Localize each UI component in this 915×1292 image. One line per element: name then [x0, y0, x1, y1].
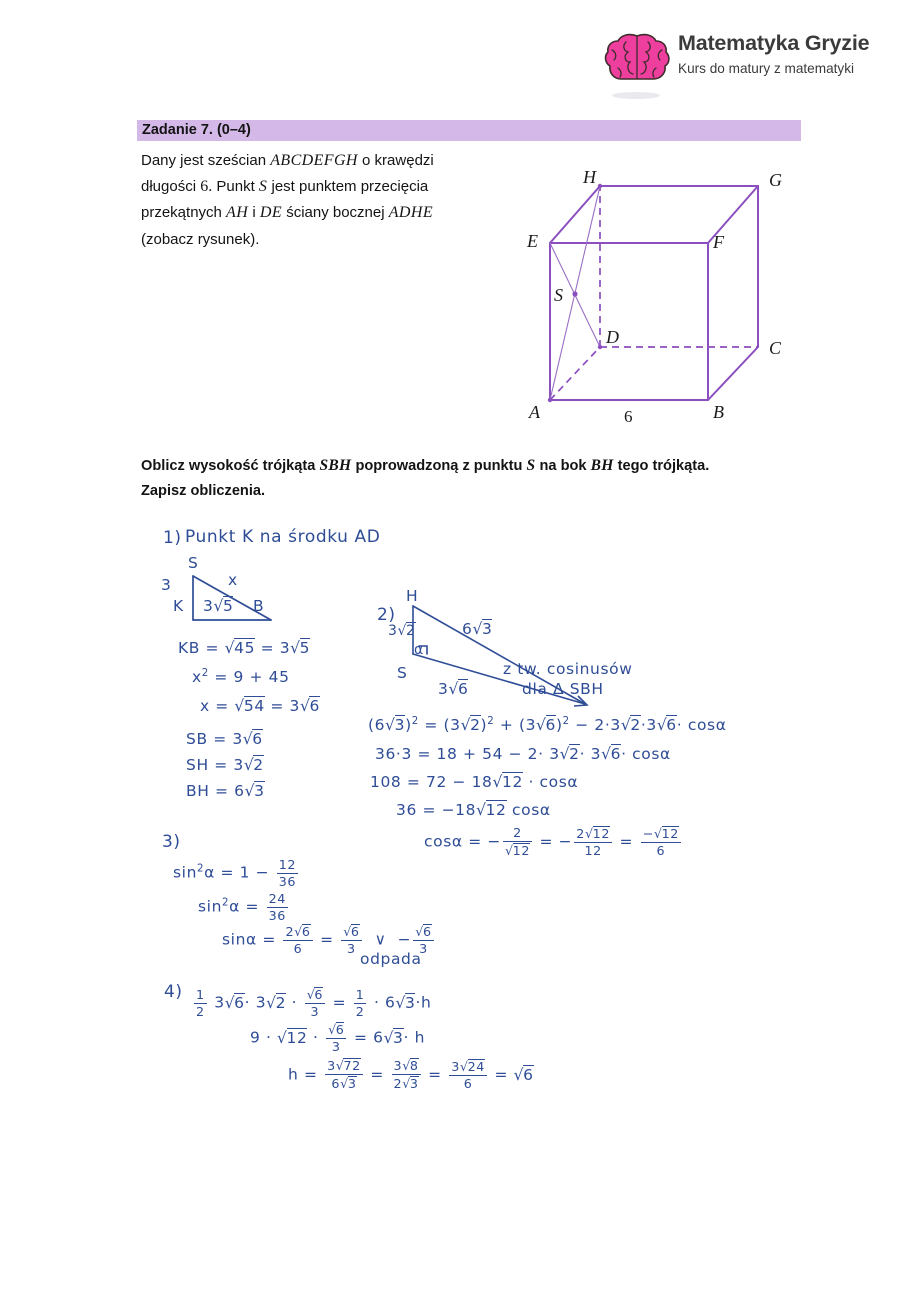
step1-line-sb: SB = 3√6 [186, 730, 263, 748]
vertex-label-d: D [606, 327, 619, 347]
step2-line-1: $(6√3)^2 = (3√2)^2 + (3√6)^2 - 2\cdot 3√2\cdot 3√6\cdot \cos\alpha$ [368, 715, 727, 734]
math-adhe: ADHE [388, 204, 434, 222]
math-de: DE [259, 204, 283, 222]
step2-triangle-sketch [395, 592, 600, 717]
step2-note-line1: z tw. cosinusów [503, 660, 633, 678]
edge-length-value: 6. [200, 178, 213, 196]
task-banner [137, 120, 801, 141]
step1-side-hyp: x [228, 571, 238, 589]
statement-text: Punkt [216, 178, 255, 196]
math-s: S [258, 178, 268, 196]
statement-text: ściany bocznej [286, 204, 385, 222]
step1-line-sh: SH = 3√2 [186, 756, 264, 774]
step1-number: 1) [163, 528, 182, 548]
problem-statement [141, 148, 501, 253]
step2-line-2: 36·3 = 18 + 54 − 2· 3√2· 3√6· cosα [375, 745, 671, 763]
step1-line-x: x = √54 = 3√6 [200, 697, 320, 715]
statement-text: Dany jest sześcian [141, 152, 267, 169]
instruction-line-2: Zapisz obliczenia. [141, 483, 266, 499]
step3-note-odpada: odpada [360, 950, 422, 968]
vertex-label-c: C [769, 338, 782, 358]
step3-line-3: sinα = $\frac{2√6}{6}$ = $\frac{√6}{3}$ ∨ − $\frac{√6}{3}$ [222, 924, 432, 956]
instruction-text: na bok [539, 458, 587, 474]
step1-line-bh: BH = 6√3 [186, 782, 265, 800]
vertex-label-a: A [529, 402, 540, 422]
statement-line-2 [141, 174, 501, 200]
brand-subtitle: Kurs do matury z matematyki [678, 61, 855, 76]
step2-side-hb: 6√3 [462, 620, 493, 638]
step2-side-sh: 3√2 [388, 623, 416, 639]
brand-header [604, 30, 904, 104]
logo-shadow [612, 92, 660, 99]
point-s-marker [572, 291, 577, 296]
vertex-label-h: H [583, 167, 596, 187]
instruction-text: poprowadzoną z punktu [355, 458, 523, 474]
step1-side-base: 3√5 [203, 597, 234, 615]
statement-line-1 [141, 148, 501, 174]
step2-line-5: cosα = − $\frac{2}{√12}$ = − $\frac{2√12}{12}$ = $\frac{-√12}{6}$ [424, 825, 679, 858]
statement-text: przekątnych [141, 204, 222, 222]
vertex-label-b: B [713, 402, 724, 422]
handwritten-solution [0, 510, 915, 1110]
step1-heading: Punkt K na środku AD [185, 527, 381, 547]
math-s-point: S [526, 457, 536, 474]
statement-text: długości [141, 178, 197, 196]
step2-angle-alpha: α [414, 642, 424, 658]
vertex-label-e: E [527, 231, 538, 251]
step2-number: 2) [377, 605, 396, 625]
step2-vertex-h: H [406, 587, 419, 605]
statement-text: jest punktem przecięcia [271, 178, 429, 196]
statement-text: o krawędzi [362, 152, 434, 169]
math-ah: AH [226, 204, 249, 222]
step1-vertex-s: S [188, 554, 199, 572]
statement-line-3 [141, 200, 501, 226]
instruction-text: Oblicz wysokość trójkąta [141, 458, 316, 474]
step3-number: 3) [162, 832, 181, 852]
task-number-label: Zadanie 7. (0–4) [142, 122, 251, 138]
step4-line-1: $\frac{1}{2}$ 3√6· 3√2 · $\frac{√6}{3}$ = $\frac{1}{2}$ · 6√3·h [196, 987, 432, 1019]
step2-vertex-s: S [397, 664, 408, 682]
step3-line-1: $\sin^2\alpha = 1$ − $\frac{12}{36}$ [173, 857, 297, 889]
step1-vertex-b: B [253, 597, 265, 615]
math-sbh: SBH [319, 457, 352, 474]
step2-line-3: 108 = 72 − 18√12 · cosα [370, 773, 579, 791]
step3-line-2: $\sin^2\alpha$ = $\frac{24}{36}$ [198, 891, 286, 923]
statement-line-4: (zobacz rysunek). [141, 230, 260, 248]
step4-line-3-result: h = $\frac{3√72}{6√3}$ = $\frac{3√8}{2√3}$ = $\frac{3√24}{6}$ = √6 [288, 1058, 534, 1091]
statement-text: i [252, 204, 256, 222]
step2-line-4: 36 = −18√12 cosα [396, 801, 551, 819]
step2-side-sb: 3√6 [438, 680, 469, 698]
brain-icon [604, 32, 670, 90]
brand-title: Matematyka Gryzie [678, 31, 870, 55]
step4-number: 4) [164, 982, 183, 1002]
step1-vertex-k: K [173, 597, 184, 615]
cube-diagram [500, 160, 810, 430]
instruction-text: tego trójkąta. [617, 458, 710, 474]
math-bh: BH [590, 457, 614, 474]
step4-line-2: 9 · √12 · $\frac{√6}{3}$ = 6√3· h [250, 1022, 425, 1054]
step1-line-kb: KB = √45 = 3√5 [178, 639, 311, 657]
step1-line-xsq: $x^2 = 9 + 45$ [192, 668, 290, 687]
edge-length-label: 6 [624, 407, 633, 426]
instruction-line-1 [141, 453, 821, 479]
task-instruction [141, 453, 821, 504]
math-abcdefgh: ABCDEFGH [270, 152, 358, 169]
step2-note-line2: dla Δ SBH [522, 680, 604, 698]
vertex-label-s: S [554, 285, 563, 305]
step1-side-vertical: 3 [161, 576, 172, 594]
vertex-label-g: G [769, 170, 782, 190]
vertex-label-f: F [713, 232, 724, 252]
